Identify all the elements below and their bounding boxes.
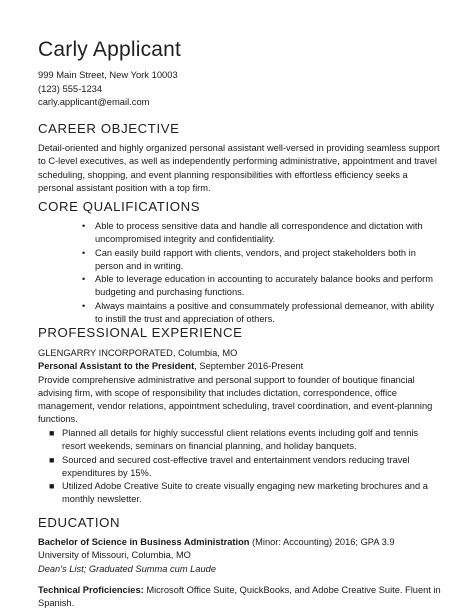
email: carly.applicant@email.com xyxy=(38,96,150,108)
bullet-icon: • xyxy=(82,221,86,231)
experience-summary: Provide comprehensive administrative and personal support to founder of boutique financial advising firm, with scope of responsibility that includes dictation, correspondence, office management, vendor relations, appointment scheduling, travel coordination, and event-planning functions. xyxy=(38,374,433,425)
school-line: University of Missouri, Columbia, MO xyxy=(38,550,191,561)
objective-heading: CAREER OBJECTIVE xyxy=(38,121,180,136)
bullet-icon: ■ xyxy=(49,428,55,438)
list-item: • Can easily build rapport with clients, vendors, and project stakeholders both in person and in writing. xyxy=(82,247,416,271)
objective-text: Detail-oriented and highly organized personal assistant well-versed in providing seamless support to C-level executives, as well as independently performing administrative, appointment and travel scheduling, shopping, and event planning responsibilities with effortless efficiency seeks a personal assistant position with a top firm. xyxy=(38,143,440,193)
company-line: GLENGARRY INCORPORATED, Columbia, MO xyxy=(38,348,238,358)
role-dates: , September 2016-Present xyxy=(194,361,304,372)
role-title: Personal Assistant to the President xyxy=(38,361,195,372)
list-item: • Able to leverage education in accounting to accurately balance books and perform budgeting and purchasing functions. xyxy=(82,274,434,298)
degree-name: Bachelor of Science in Business Administration xyxy=(38,537,250,547)
bullet-icon: • xyxy=(82,247,86,258)
degree-line xyxy=(38,536,443,549)
qualifications-heading: CORE QUALIFICATIONS xyxy=(38,199,201,214)
bullet-icon: • xyxy=(82,274,86,285)
experience-heading: PROFESSIONAL EXPERIENCE xyxy=(38,325,243,340)
education-heading: EDUCATION xyxy=(38,515,121,530)
address: 999 Main Street, New York 10003 xyxy=(38,69,178,80)
qualifications-list xyxy=(82,220,440,326)
list-item: ■ Planned all details for highly successful client relations events including golf and tennis resort weekends, seminars on financial planning, and holiday banquets. xyxy=(49,428,419,452)
degree-details: (Minor: Accounting) 2016; GPA 3.9 xyxy=(249,537,395,547)
role-line xyxy=(38,360,443,373)
bullet-icon: • xyxy=(82,300,86,311)
applicant-name: Carly Applicant xyxy=(38,38,182,61)
list-item: ■ Sourced and secured cost-effective travel and entertainment vendors reducing travel expenditures by 15%. xyxy=(49,454,410,478)
honors-line: Dean's List; Graduated Summa cum Laude xyxy=(38,563,216,574)
tech-proficiencies xyxy=(38,584,443,611)
tech-text: Microsoft Office Suite, QuickBooks, and Adobe Creative Suite. Fluent in Spanish. xyxy=(38,585,441,609)
tech-label: Technical Proficiencies: xyxy=(38,585,144,595)
bullet-icon: ■ xyxy=(49,454,55,465)
education-block xyxy=(38,536,443,576)
bullet-icon: ■ xyxy=(49,481,55,492)
phone: (123) 555-1234 xyxy=(38,82,103,94)
experience-bullets xyxy=(49,427,440,507)
list-item: • Able to process sensitive data and handle all correspondence and dictation with uncompromised integrity and confidentiality. xyxy=(82,221,423,245)
list-item: • Always maintains a positive and consummately professional demeanor, with ability to instill the trust and appreciation of others. xyxy=(82,300,434,325)
list-item: ■ Utilized Adobe Creative Suite to create visually engaging new marketing brochures and a monthly newsletter. xyxy=(49,481,428,505)
experience-block xyxy=(38,347,443,427)
contact-block xyxy=(38,68,178,109)
